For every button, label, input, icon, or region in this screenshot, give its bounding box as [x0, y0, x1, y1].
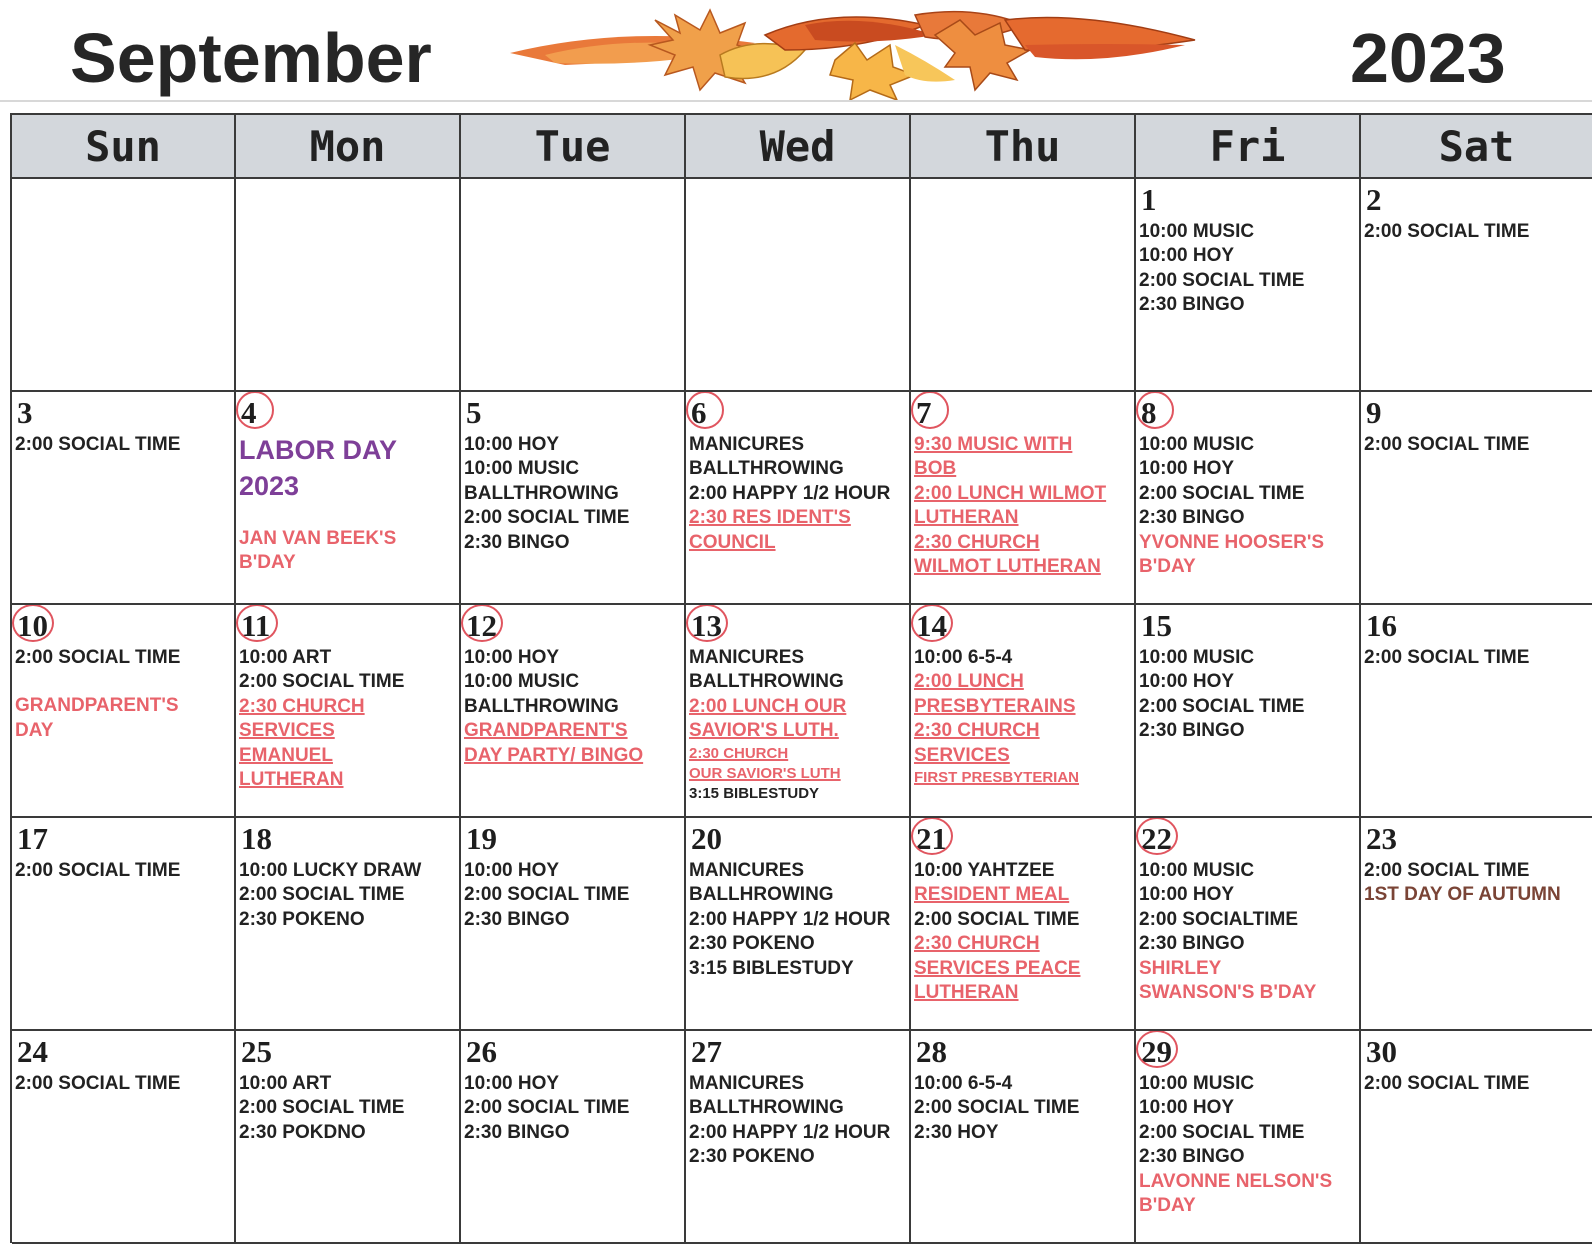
calendar-header — [0, 0, 1592, 102]
event-list — [1364, 859, 1592, 908]
event-list — [689, 433, 909, 555]
event-item: BALLTHROWING — [464, 482, 619, 504]
day-number: 10 — [17, 608, 48, 643]
event-item: 2:00 SOCIAL TIME — [1364, 860, 1530, 881]
event-item: RESIDENT MEAL — [914, 884, 1070, 906]
event-item: 10:00 HOY — [1139, 671, 1235, 693]
day-number: 11 — [241, 608, 271, 643]
event-item: SERVICES — [914, 744, 1010, 766]
event-item: 2:00 SOCIAL TIME — [914, 908, 1080, 930]
calendar-cell-day-3 — [12, 392, 236, 605]
day-number: 14 — [916, 608, 947, 643]
day-number: 4 — [241, 395, 257, 430]
calendar-cell-day-18 — [236, 818, 461, 1031]
event-item: 2:30 BINGO — [464, 908, 570, 930]
event-list — [1364, 646, 1592, 670]
event-list — [689, 646, 909, 804]
event-item: SAVIOR'S LUTH. — [689, 720, 839, 742]
event-item: 3:15 BIBLESTUDY — [689, 784, 820, 802]
event-item: DAY PARTY/ BINGO — [464, 744, 644, 766]
event-item: 2:30 CHURCH — [914, 720, 1040, 742]
calendar-cell-day-6 — [686, 392, 911, 605]
calendar-cell-empty — [12, 179, 236, 392]
event-item: 2:00 SOCIAL TIME — [1139, 482, 1305, 504]
calendar-cell-day-13 — [686, 605, 911, 818]
event-list — [239, 1072, 459, 1145]
event-list — [239, 859, 459, 932]
event-item: LAVONNE NELSON'S — [1139, 1170, 1333, 1192]
day-of-week-mon: Mon — [236, 115, 461, 179]
event-item: JAN VAN BEEK'S — [239, 528, 397, 549]
event-item: MANICURES — [689, 860, 805, 881]
event-item: 2:00 SOCIAL TIME — [239, 1097, 405, 1119]
event-list — [15, 433, 234, 457]
event-item: MANICURES — [689, 434, 805, 455]
day-number: 20 — [691, 821, 722, 856]
day-number: 19 — [466, 821, 497, 856]
day-number: 26 — [466, 1034, 497, 1069]
event-item: 10:00 MUSIC — [464, 458, 580, 480]
calendar-cell-day-10 — [12, 605, 236, 818]
calendar-cell-day-24 — [12, 1031, 236, 1244]
calendar-cell-empty — [236, 179, 461, 392]
event-item: 10:00 HOY — [464, 647, 560, 668]
event-item: 10:00 MUSIC — [464, 671, 580, 693]
calendar-cell-day-25 — [236, 1031, 461, 1244]
calendar-cell-day-7 — [911, 392, 1136, 605]
event-item: 2:00 SOCIAL TIME — [1139, 269, 1305, 291]
event-list — [1139, 859, 1359, 1005]
calendar-cell-day-28 — [911, 1031, 1136, 1244]
event-item: 2:30 CHURCH — [914, 933, 1040, 955]
day-number: 28 — [916, 1034, 947, 1069]
event-item: 2:00 SOCIAL TIME — [15, 1073, 181, 1094]
event-item: DAY — [15, 719, 54, 741]
calendar-cell-day-5 — [461, 392, 686, 605]
event-item: 10:00 6-5-4 — [914, 647, 1013, 668]
day-number: 13 — [691, 608, 722, 643]
event-list — [1364, 433, 1592, 457]
day-number: 9 — [1366, 395, 1382, 430]
event-item: SERVICES — [239, 720, 335, 742]
event-item: WILMOT LUTHERAN — [914, 556, 1101, 578]
event-item: BALLTHROWING — [464, 695, 619, 717]
event-list — [464, 433, 684, 555]
event-item: 10:00 YAHTZEE — [914, 860, 1055, 881]
day-number: 24 — [17, 1034, 48, 1069]
event-item: 10:00 6-5-4 — [914, 1073, 1013, 1094]
event-item: 1ST DAY OF AUTUMN — [1364, 884, 1561, 906]
event-item: SHIRLEY — [1139, 957, 1222, 979]
event-item: 10:00 HOY — [464, 434, 560, 455]
event-spacer — [15, 670, 234, 694]
event-item: MANICURES — [689, 647, 805, 668]
day-of-week-thu: Thu — [911, 115, 1136, 179]
day-number: 7 — [916, 395, 932, 430]
event-item: 2:30 BINGO — [1139, 720, 1245, 742]
day-of-week-wed: Wed — [686, 115, 911, 179]
event-item: 9:30 MUSIC WITH — [914, 434, 1073, 455]
event-item: SWANSON'S B'DAY — [1139, 982, 1317, 1004]
event-item: 2:00 HAPPY 1/2 HOUR — [689, 908, 891, 930]
calendar-cell-day-17 — [12, 818, 236, 1031]
event-list — [1364, 1072, 1592, 1096]
day-number: 23 — [1366, 821, 1397, 856]
event-item: 10:00 LUCKY DRAW — [239, 860, 422, 881]
event-list — [15, 1072, 234, 1096]
event-item: 2:30 POKENO — [239, 908, 365, 930]
event-item: 2:00 SOCIAL TIME — [15, 860, 181, 881]
day-number: 12 — [466, 608, 497, 643]
day-of-week-sun: Sun — [12, 115, 236, 179]
event-item: 10:00 MUSIC — [1139, 860, 1255, 881]
calendar-cell-empty — [461, 179, 686, 392]
day-number: 6 — [691, 395, 707, 430]
event-list — [1139, 646, 1359, 744]
event-item: 2:00 SOCIAL TIME — [1139, 1121, 1305, 1143]
calendar-grid — [10, 113, 1592, 1243]
event-item: 3:15 BIBLESTUDY — [689, 957, 854, 979]
day-of-week-sat: Sat — [1361, 115, 1592, 179]
event-item: MANICURES — [689, 1073, 805, 1094]
calendar-cell-empty — [911, 179, 1136, 392]
event-item: LUTHERAN — [914, 982, 1019, 1004]
event-item: B'DAY — [1139, 556, 1196, 578]
calendar-cell-day-16 — [1361, 605, 1592, 818]
calendar-cell-day-26 — [461, 1031, 686, 1244]
event-list — [914, 859, 1134, 1005]
event-list — [15, 859, 234, 883]
event-item: 10:00 HOY — [1139, 458, 1235, 480]
event-item: 10:00 ART — [239, 647, 332, 668]
event-item: 2:00 HAPPY 1/2 HOUR — [689, 482, 891, 504]
event-item: 10:00 HOY — [1139, 884, 1235, 906]
day-number: 16 — [1366, 608, 1397, 643]
event-item: GRANDPARENT'S — [464, 720, 628, 742]
event-item: PRESBYTERAINS — [914, 695, 1076, 717]
calendar-cell-day-30 — [1361, 1031, 1592, 1244]
event-list — [1364, 220, 1592, 244]
month-title: September — [70, 19, 432, 97]
event-list — [239, 433, 459, 576]
holiday-label: 2023 — [239, 471, 300, 501]
event-item: BALLTHROWING — [689, 458, 844, 480]
calendar-cell-day-22 — [1136, 818, 1361, 1031]
event-item: 2:00 SOCIAL TIME — [1364, 434, 1530, 455]
event-item: 2:00 SOCIAL TIME — [1139, 695, 1305, 717]
event-item: 2:00 SOCIAL TIME — [464, 884, 630, 906]
calendar-cell-day-1 — [1136, 179, 1361, 392]
day-number: 8 — [1141, 395, 1157, 430]
event-item: GRANDPARENT'S — [15, 695, 179, 717]
day-number: 1 — [1141, 182, 1157, 217]
event-item: 2:30 HOY — [914, 1121, 999, 1143]
event-list — [239, 646, 459, 792]
event-item: B'DAY — [239, 552, 296, 574]
day-number: 3 — [17, 395, 33, 430]
event-item: 2:00 SOCIAL TIME — [239, 884, 405, 906]
day-number: 21 — [916, 821, 947, 856]
event-item: OUR SAVIOR'S LUTH — [689, 764, 841, 782]
event-item: 10:00 MUSIC — [1139, 647, 1255, 668]
event-item: B'DAY — [1139, 1195, 1196, 1217]
event-item: 2:00 SOCIAL TIME — [1364, 1073, 1530, 1094]
calendar-cell-day-29 — [1136, 1031, 1361, 1244]
day-number: 18 — [241, 821, 272, 856]
event-item: YVONNE HOOSER'S — [1139, 531, 1325, 553]
event-list — [914, 646, 1134, 788]
calendar-cell-day-11 — [236, 605, 461, 818]
event-item: 2:30 BINGO — [1139, 294, 1245, 316]
event-item: SERVICES PEACE — [914, 957, 1081, 979]
day-number: 17 — [17, 821, 48, 856]
day-of-week-tue: Tue — [461, 115, 686, 179]
day-number: 22 — [1141, 821, 1172, 856]
event-item: 2:00 LUNCH OUR — [689, 695, 847, 717]
event-list — [689, 1072, 909, 1170]
calendar-cell-day-27 — [686, 1031, 911, 1244]
day-number: 15 — [1141, 608, 1172, 643]
event-item: FIRST PRESBYTERIAN — [914, 769, 1080, 787]
event-item: 2:30 POKENO — [689, 933, 815, 955]
event-item: 10:00 MUSIC — [1139, 221, 1255, 242]
calendar-cell-day-2 — [1361, 179, 1592, 392]
event-item: 10:00 MUSIC — [1139, 1073, 1255, 1094]
event-item: BALLTHROWING — [689, 1097, 844, 1119]
day-number: 29 — [1141, 1034, 1172, 1069]
event-item: 2:30 POKENO — [689, 1146, 815, 1168]
event-item: 10:00 HOY — [464, 1073, 560, 1094]
event-item: 2:30 CHURCH — [239, 695, 365, 717]
year-title: 2023 — [1350, 19, 1506, 97]
event-item: 10:00 MUSIC — [1139, 434, 1255, 455]
event-item: BALLTHROWING — [689, 671, 844, 693]
day-number: 27 — [691, 1034, 722, 1069]
event-item: EMANUEL — [239, 744, 333, 766]
calendar-cell-day-19 — [461, 818, 686, 1031]
event-item: 2:30 RES IDENT'S — [689, 507, 851, 529]
event-item: 2:00 SOCIALTIME — [1139, 908, 1299, 930]
event-item: 2:30 BINGO — [1139, 507, 1245, 529]
event-item: 2:00 SOCIAL TIME — [464, 1097, 630, 1119]
day-number: 2 — [1366, 182, 1382, 217]
calendar-cell-empty — [686, 179, 911, 392]
event-item: COUNCIL — [689, 531, 776, 553]
event-item: 2:00 SOCIAL TIME — [1364, 647, 1530, 668]
event-item: 2:00 SOCIAL TIME — [15, 647, 181, 668]
event-item: 2:00 SOCIAL TIME — [914, 1097, 1080, 1119]
event-item: BALLHROWING — [689, 884, 834, 906]
calendar-cell-day-23 — [1361, 818, 1592, 1031]
event-list — [1139, 433, 1359, 579]
day-of-week-fri: Fri — [1136, 115, 1361, 179]
event-item: 10:00 HOY — [464, 860, 560, 881]
autumn-leaves-illustration — [505, 5, 1205, 100]
event-item: 2:00 SOCIAL TIME — [464, 507, 630, 529]
event-item: BOB — [914, 458, 957, 480]
calendar-cell-day-20 — [686, 818, 911, 1031]
event-item: 2:30 BINGO — [1139, 1146, 1245, 1168]
event-item: 2:00 SOCIAL TIME — [239, 671, 405, 693]
event-list — [914, 1072, 1134, 1145]
calendar-cell-day-12 — [461, 605, 686, 818]
header-divider — [0, 100, 1592, 102]
day-number: 5 — [466, 395, 482, 430]
event-list — [914, 433, 1134, 579]
calendar-cell-day-4 — [236, 392, 461, 605]
event-list — [1139, 220, 1359, 318]
day-number: 25 — [241, 1034, 272, 1069]
calendar-cell-day-14 — [911, 605, 1136, 818]
event-item: 2:00 LUNCH WILMOT — [914, 482, 1107, 504]
calendar-cell-day-8 — [1136, 392, 1361, 605]
event-item: 2:30 CHURCH — [689, 744, 789, 762]
day-number: 30 — [1366, 1034, 1397, 1069]
calendar-cell-day-15 — [1136, 605, 1361, 818]
holiday-label: LABOR DAY — [239, 435, 398, 465]
event-list — [1139, 1072, 1359, 1218]
calendar-cell-day-9 — [1361, 392, 1592, 605]
event-spacer — [239, 503, 459, 527]
event-item: 2:00 SOCIAL TIME — [15, 434, 181, 455]
event-item: 2:30 BINGO — [464, 1121, 570, 1143]
event-list — [464, 859, 684, 932]
calendar-cell-day-21 — [911, 818, 1136, 1031]
event-item: 2:30 POKDNO — [239, 1121, 366, 1143]
event-list — [689, 859, 909, 981]
event-list — [464, 1072, 684, 1145]
event-item: 2:30 BINGO — [464, 531, 570, 553]
event-item: 10:00 ART — [239, 1073, 332, 1094]
event-item: 2:00 SOCIAL TIME — [1364, 221, 1530, 242]
event-item: 2:30 CHURCH — [914, 531, 1040, 553]
event-item: 2:00 HAPPY 1/2 HOUR — [689, 1121, 891, 1143]
event-item: 10:00 HOY — [1139, 245, 1235, 267]
event-list — [15, 646, 234, 743]
event-item: 10:00 HOY — [1139, 1097, 1235, 1119]
event-item: 2:30 BINGO — [1139, 933, 1245, 955]
event-item: LUTHERAN — [914, 507, 1019, 529]
event-list — [464, 646, 684, 768]
event-item: LUTHERAN — [239, 769, 344, 791]
event-item: 2:00 LUNCH — [914, 671, 1024, 693]
